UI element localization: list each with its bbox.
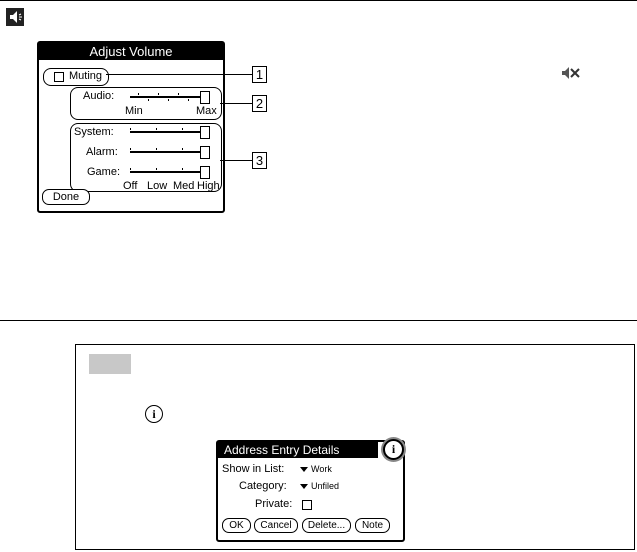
scale-high-label: High [197,180,220,192]
slider-tick [156,128,157,130]
note-tag [89,354,131,374]
muting-label: Muting [69,70,103,82]
alarm-label: Alarm: [86,146,118,158]
system-slider-thumb[interactable] [200,126,210,139]
slider-tick [130,128,131,130]
show-in-list-value[interactable]: Work [311,464,332,474]
slider-tick [178,93,179,95]
callout-1-leader [106,74,252,75]
game-slider-track [130,171,208,173]
address-entry-details-dialog [216,440,405,542]
delete-button[interactable]: Delete... [302,518,351,533]
section-rule [0,320,637,321]
game-slider-thumb[interactable] [200,166,210,179]
audio-min-label: Min [125,105,143,117]
callout-3: 3 [252,152,267,169]
private-label: Private: [255,498,293,510]
slider-tick [130,168,131,170]
system-slider-track [130,131,208,133]
callout-3-leader [220,160,252,161]
game-slider[interactable] [130,166,212,178]
scale-off-label: Off [123,180,138,192]
private-checkbox[interactable] [302,500,312,510]
dialog-title: Adjust Volume [39,43,223,60]
audio-slider-thumb[interactable] [200,91,210,104]
audio-label: Audio: [83,90,115,102]
dropdown-triangle-icon[interactable] [300,467,308,472]
speaker-mute-icon [559,64,581,82]
muting-checkbox[interactable] [54,72,64,82]
callout-2-leader [220,103,252,104]
note-box [75,344,635,550]
alarm-slider-track [130,151,208,153]
info-icon[interactable]: i [383,439,404,460]
slider-tick [148,99,149,101]
cancel-button[interactable]: Cancel [254,518,298,533]
audio-slider-track [130,96,208,98]
adjust-volume-dialog [37,41,225,213]
category-label: Category: [239,480,287,492]
top-rule [0,0,637,1]
system-label: System: [74,126,114,138]
scale-low-label: Low [147,180,168,192]
done-button[interactable]: Done [42,189,90,205]
slider-tick [138,93,139,95]
slider-tick [182,128,183,130]
slider-tick [156,168,157,170]
audio-slider[interactable] [130,91,212,103]
info-icon: i [145,405,163,423]
scale-med-label: Med [173,180,195,192]
slider-tick [182,148,183,150]
ok-button[interactable]: OK [222,518,251,533]
details-title: Address Entry Details [218,442,378,458]
speaker-icon [6,8,24,26]
slider-tick [158,93,159,95]
slider-tick [182,168,183,170]
dropdown-triangle-icon[interactable] [300,484,308,489]
slider-tick [188,99,189,101]
callout-1: 1 [252,66,267,83]
system-slider[interactable] [130,126,212,138]
alarm-slider-thumb[interactable] [200,146,210,159]
slider-tick [130,148,131,150]
alarm-slider[interactable] [130,146,212,158]
game-label: Game: [87,166,121,178]
slider-tick [156,148,157,150]
note-button[interactable]: Note [355,518,390,533]
show-in-list-label: Show in List: [222,463,285,475]
slider-tick [168,99,169,101]
callout-2: 2 [252,95,267,112]
audio-max-label: Max [196,105,217,117]
category-value[interactable]: Unfiled [311,481,340,491]
